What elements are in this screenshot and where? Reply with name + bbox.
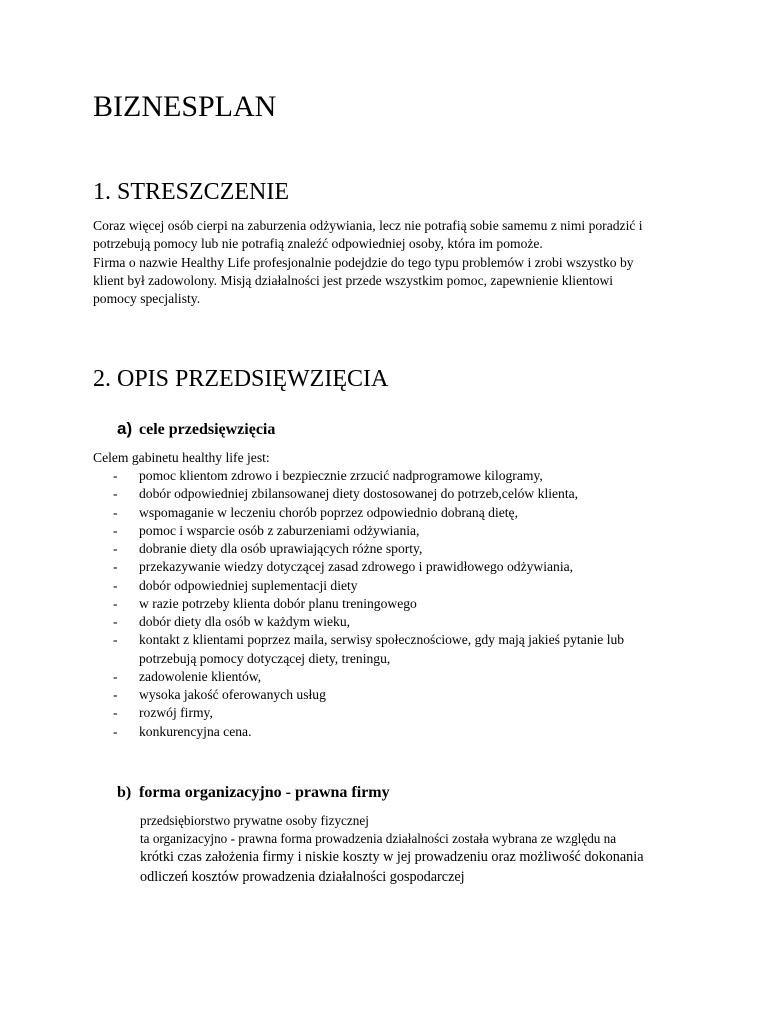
subsection-b-title: forma organizacyjno - prawna firmy <box>139 784 390 801</box>
subsection-b-heading <box>117 783 390 803</box>
paragraph-line: ta organizacyjno - prawna forma prowadzenia działalności została wybrana ze względu na <box>140 831 617 846</box>
section-1-paragraph <box>93 217 683 308</box>
list-item: - rozwój firmy, <box>113 704 624 722</box>
goals-lead: Celem gabinetu healthy life jest: <box>93 450 270 465</box>
paragraph-line: potrzebują pomocy lub nie potrafią znaleźć odpowiedniej osoby, która im pomoże. <box>93 236 543 252</box>
paragraph-line: przedsiębiorstwo prywatne osoby fizycznej <box>140 813 369 828</box>
list-item: - dobranie diety dla osób uprawiających różne sporty, <box>113 540 624 558</box>
list-item: - wysoka jakość oferowanych usług <box>113 686 624 704</box>
paragraph-line: odliczeń kosztów prowadzenia działalności gospodarczej <box>140 868 465 885</box>
list-item: - przekazywanie wiedzy dotyczącej zasad zdrowego i prawidłowego odżywiania, <box>113 558 624 576</box>
list-item: - dobór odpowiedniej zbilansowanej diety dostosowanej do potrzeb,celów klienta, <box>113 485 624 503</box>
subsection-a-marker: a) <box>117 419 133 438</box>
list-item: - dobór odpowiedniej suplementacji diety <box>113 577 624 595</box>
subsection-b-marker: b) <box>117 784 132 801</box>
section-1-heading: 1. STRESZCZENIE <box>93 179 289 205</box>
paragraph-line: Firma o nazwie Healthy Life profesjonalnie podejdzie do tego typu problemów i zrobi wszystko by <box>93 254 634 270</box>
paragraph-line: pomocy specjalisty. <box>93 291 201 307</box>
paragraph-line: Coraz więcej osób cierpi na zaburzenia odżywiania, lecz nie potrafią sobie samemu z nimi poradzić i <box>93 218 643 233</box>
list-item-line: potrzebują pomocy dotyczącej diety, treningu, <box>139 650 391 666</box>
list-item: - wspomaganie w leczeniu chorób poprzez odpowiednio dobraną dietę, <box>113 504 624 522</box>
goals-list <box>113 467 624 741</box>
list-item: - konkurencyjna cena. <box>113 723 624 741</box>
subsection-a-heading <box>117 419 275 440</box>
list-item: - w razie potrzeby klienta dobór planu treningowego <box>113 595 624 613</box>
list-item: - pomoc i wsparcie osób z zaburzeniami odżywiania, <box>113 522 624 540</box>
list-item: - pomoc klientom zdrowo i bezpiecznie zrzucić nadprogramowe kilogramy, <box>113 467 624 485</box>
list-item-line: - kontakt z klientami poprzez maila, serwisy społecznościowe, gdy mają jakieś pytanie lub <box>139 632 625 648</box>
subsection-b-text <box>140 812 644 887</box>
section-2-heading: 2. OPIS PRZEDSIĘWZIĘCIA <box>93 366 389 392</box>
list-item: - zadowolenie klientów, <box>113 668 624 686</box>
paragraph-line: klient był zadowolony. Misją działalności jest przede wszystkim pomoc, zapewnienie klientowi <box>93 272 614 288</box>
subsection-a-title: cele przedsięwzięcia <box>139 421 276 438</box>
list-item <box>113 631 624 668</box>
paragraph-line: krótki czas założenia firmy i niskie koszty w jej prowadzeniu oraz możliwość dokonania <box>140 849 644 865</box>
document-title: BIZNESPLAN <box>93 90 277 123</box>
list-item: - dobór diety dla osób w każdym wieku, <box>113 613 624 631</box>
